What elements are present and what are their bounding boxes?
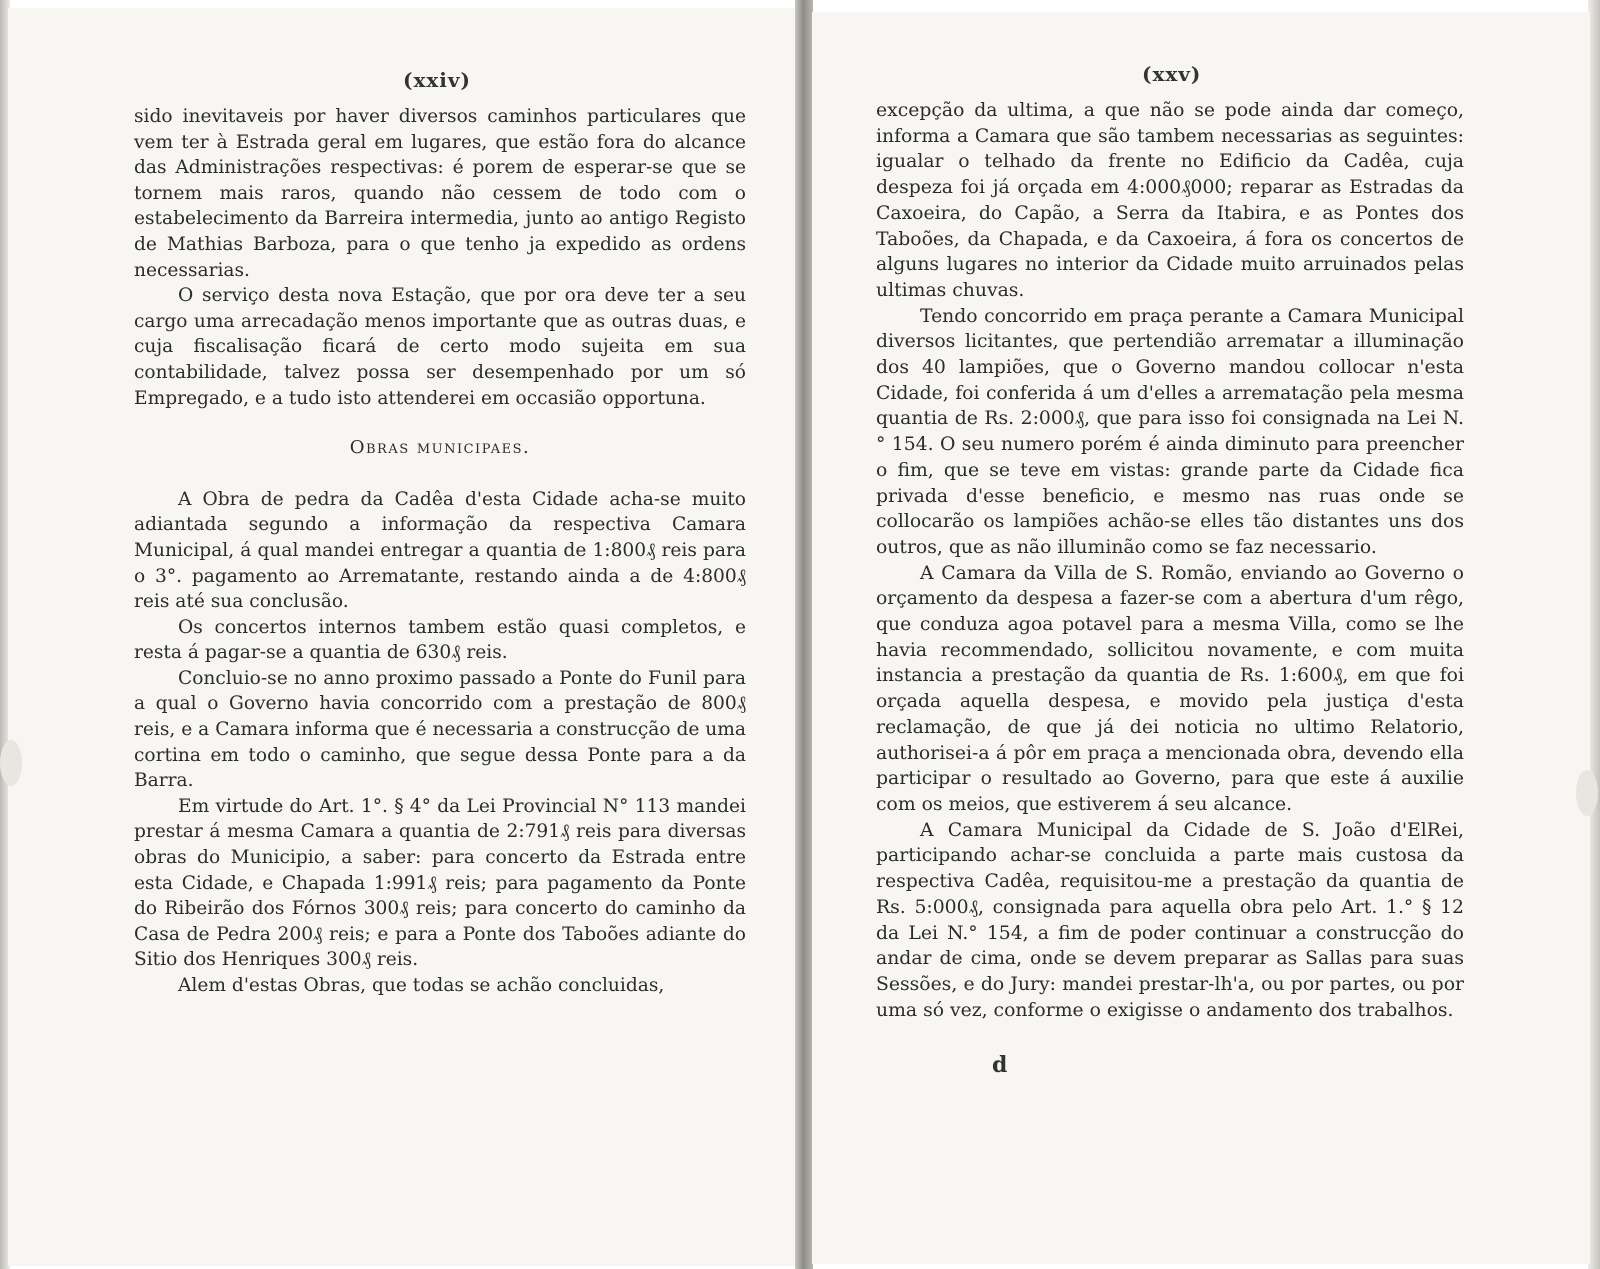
- section-heading: Obras municipaes.: [349, 437, 531, 459]
- page-tear-right: [1576, 770, 1598, 816]
- section-paragraph: A Obra de pedra da Cadêa d'esta Cidade acha-se muito adiantada segundo a informação da respectiva Camara Municipal, á qual mandei entregar a quantia de 1:800₰ reis para o 3°. pagamento ao Arrematante, restando ainda a de 4:800₰ reis até sua conclusão.: [134, 488, 746, 613]
- right-page-text: [876, 98, 1464, 1023]
- right-paragraph: A Camara Municipal da Cidade de S. João d'ElRei, participando achar-se concluida a parte mais custosa da respectiva Cadêa, requisitou-me a prestação da quantia de Rs. 5:000₰, consignada para aquella obra pelo Art. 1.° § 12 da Lei N.° 154, a fim de poder continuar a construcção do andar de cima, onde se devem preparar as Sallas para suas Sessões, e do Jury: mandei prestar-lh'a, ou por partes, ou por uma só vez, conforme o exigisse o andamento dos trabalhos.: [876, 819, 1464, 1021]
- left-page-text: [134, 104, 746, 999]
- left-paragraph: O serviço desta nova Estação, que por ora deve ter a seu cargo uma arrecadação menos importante que as outras duas, e cuja fiscalisação ficará de certo modo sujeita em sua contabilidade, talvez possa ser desempenhado por um só Empregado, e a tudo isto attenderei em occasião opportuna.: [134, 285, 746, 409]
- right-paragraph: A Camara da Villa de S. Romão, enviando ao Governo o orçamento da despesa a fazer-se com a abertura d'um rêgo, que conduza agoa potavel para a mesma Villa, como se lhe havia recommendado, sollicitou novamente, e com muita instancia a prestação da quantia de Rs. 1:600₰, em que foi orçada aquella despesa, e movido pela justiça d'esta reclamação, de que já dei noticia no ultimo Relatorio, authorisei-a á pôr em praça a mencionada obra, devendo ella participar o resultado ao Governo, para que este á auxilie com os meios, que estiverem á seu alcance.: [876, 562, 1464, 815]
- signature-mark: d: [992, 1052, 1008, 1078]
- section-paragraph: Alem d'estas Obras, que todas se achão concluidas,: [178, 975, 665, 996]
- section-paragraph: Os concertos internos tambem estão quasi completos, e resta á pagar-se a quantia de 630₰ reis.: [134, 616, 746, 664]
- left-page: [8, 8, 796, 1266]
- right-paragraph: excepção da ultima, a que não se pode ainda dar começo, informa a Camara que são tambem necessarias as seguintes: igualar o telhado da frente no Edificio da Cadêa, cuja despeza foi já orçada em 4:000₰000; reparar as Estradas da Caxoeira, do Capão, a Serra da Itabira, e as Pontes dos Taboões, da Chapada, e da Caxoeira, á fora os concertos de alguns lugares no interior da Cidade muito arruinados pelas ultimas chuvas.: [876, 100, 1464, 301]
- right-page: [812, 12, 1590, 1264]
- right-paragraph: Tendo concorrido em praça perante a Camara Municipal diversos licitantes, que pertendião arrematar a illuminação dos 40 lampiões, que o Governo mandou collocar n'esta Cidade, foi conferida á um d'elles a arrematação pela mesma quantia de Rs. 2:000₰, que para isso foi consignada na Lei N.° 154. O seu numero porém é ainda diminuto para preencher o fim, que se teve em vistas: grande parte da Cidade fica privada d'esse beneficio, e mesmo nas ruas onde se collocarão os lampiões achão-se elles tão distantes uns dos outros, que as não illuminão como se faz necessario.: [876, 305, 1464, 558]
- page-tear-left: [0, 740, 22, 786]
- section-paragraph: Concluio-se no anno proximo passado a Ponte do Funil para a qual o Governo havia concorrido com a prestação de 800₰ reis, e a Camara informa que é necessaria a construcção de uma cortina em todo o caminho, que segue dessa Ponte para a da Barra.: [134, 667, 746, 792]
- section-paragraph: Em virtude do Art. 1°. § 4° da Lei Provincial N° 113 mandei prestar á mesma Camara a quantia de 2:791₰ reis para diversas obras do Municipio, a saber: para concerto da Estrada entre esta Cidade, e Chapada 1:991₰ reis; para pagamento da Ponte do Ribeirão dos Fórnos 300₰ reis; para concerto do caminho da Casa de Pedra 200₰ reis; e para a Ponte dos Taboões adiante do Sitio dos Henriques 300₰ reis.: [134, 795, 746, 971]
- book-gutter: [795, 0, 813, 1269]
- left-paragraph: sido inevitaveis por haver diversos caminhos particulares que vem ter à Estrada geral em lugares, que estão fora do alcance das Administrações respectivas: é porem de esperar-se que se tornem mais raros, quando não cessem de todo com o estabelecimento da Barreira intermedia, junto ao antigo Registo de Mathias Barboza, para o que tenho ja expedido as ordens necessarias.: [134, 106, 746, 281]
- page-number-right: (xxv): [1142, 62, 1202, 86]
- page-number-left: (xxiv): [403, 68, 471, 92]
